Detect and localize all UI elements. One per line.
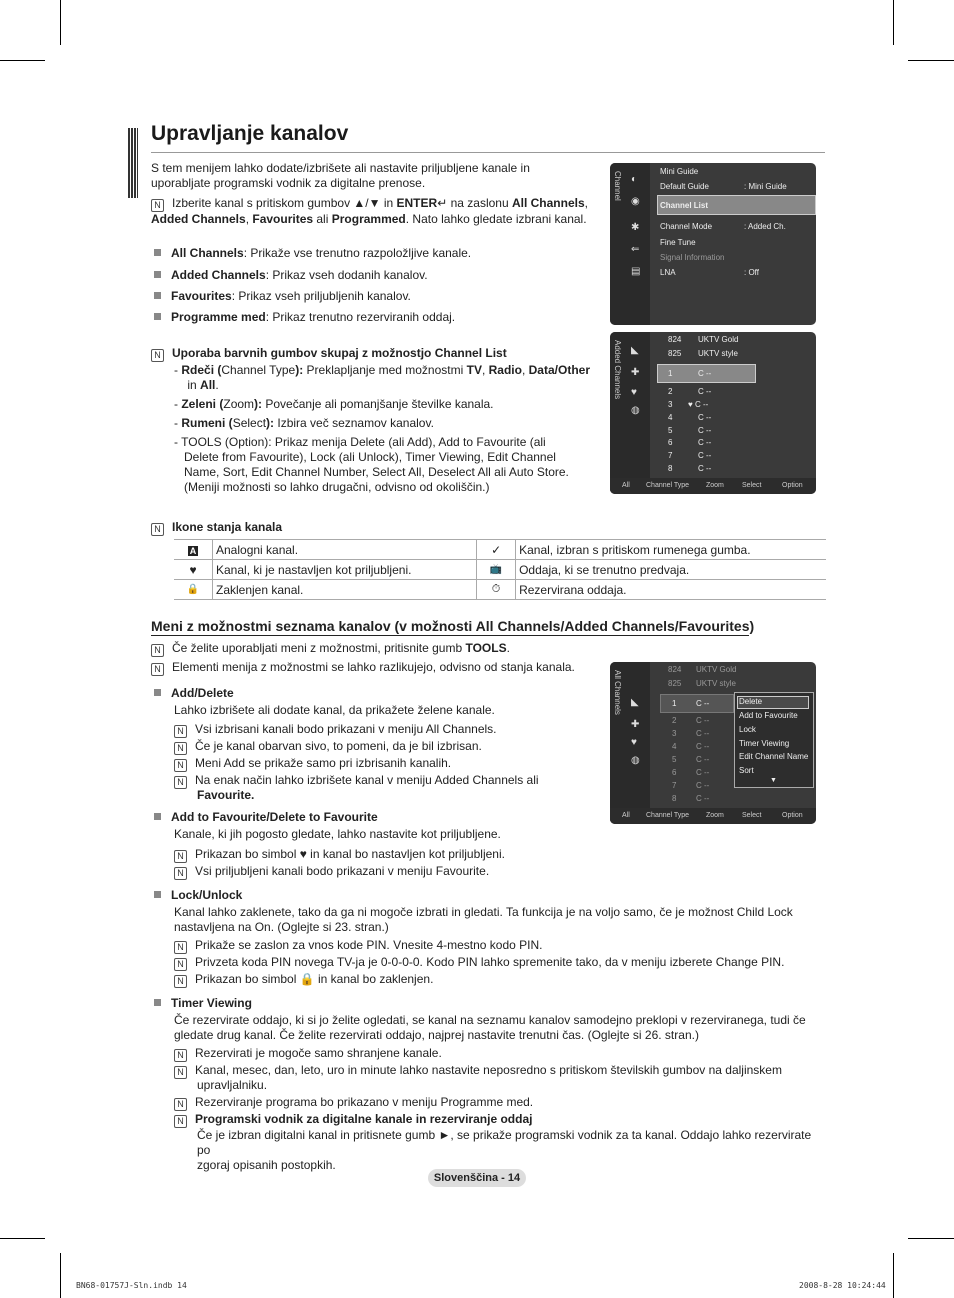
note-item: N Programski vodnik za digitalne kanale in rezerviranje oddaj — [174, 1112, 532, 1128]
tv-footer: All Channel Type Zoom Select Option — [610, 808, 816, 824]
note-icon: N — [174, 850, 187, 863]
page-number-label: Slovenščina - 14 — [428, 1169, 526, 1187]
menu-item: Default Guide — [660, 182, 709, 191]
favourite-icon: ♥ — [631, 387, 637, 398]
popup-item: Add to Favourite — [739, 711, 798, 720]
intro-text: S tem menijem lahko dodate/izbrišete ali nastavite priljubljene kanale in uporabljate programski vodnik za digitalne prenose. — [151, 161, 530, 190]
heart-icon: ♥ — [174, 560, 213, 580]
popup-item: Delete — [739, 697, 763, 706]
scroll-down-icon: ▼ — [770, 777, 777, 784]
note-item-continued: Favourite. — [197, 788, 255, 802]
list-item: All Channels: Prikaže vse trenutno razpoložljive kanale. — [154, 246, 471, 261]
note-icon: N — [174, 958, 187, 971]
note-icon: N — [151, 644, 164, 657]
bullet-icon — [154, 999, 161, 1006]
note-icon: N — [174, 1098, 187, 1111]
note-item: N Prikazan bo simbol 🔒 in kanal bo zaklenjen. — [174, 972, 433, 988]
table-row: 🔒 Zaklenjen kanal. ⏱ Rezervirana oddaja. — [174, 580, 826, 600]
analog-icon: A — [189, 545, 197, 556]
note-item: N Vsi priljubljeni kanali bodo prikazani v meniju Favourite. — [174, 864, 489, 880]
print-timestamp: 2008-8-28 10:24:44 — [799, 1281, 886, 1290]
note-icon: N — [151, 349, 164, 362]
application-icon: ▤ — [631, 266, 641, 277]
note-item: N Če je kanal obarvan sivo, to pomeni, da je bil izbrisan. — [174, 739, 482, 755]
menu-item: Fine Tune — [660, 238, 696, 247]
tv-channel-menu-screenshot — [610, 163, 816, 325]
tv-all-channels-options-screenshot: All Channels ◣ ✚ ♥ ◍ 824 UKTV Gold 825 UKTV style 1 C -- 2 C -- 3 C -- 4 C -- 5 C -- 6 C -- 7 C -- 8 C -- Delete Add to Favourite Lock Timer Viewing Edit Channel Name Sort ▼ All Channel Type Zoom Select Option — [610, 662, 816, 824]
green-button-desc: - Zeleni (Zoom): Povečanje ali pomanjšanje številke kanala. — [174, 397, 494, 411]
note-icon: N — [174, 1066, 187, 1079]
list-label: All Channels — [613, 670, 622, 715]
note-item: N Prikaže se zaslon za vnos kode PIN. Vnesite 4-mestno kodo PIN. — [174, 938, 543, 954]
note-icon: N — [151, 199, 164, 212]
menu-value: : Off — [744, 268, 759, 277]
bullet-icon — [154, 271, 161, 278]
bullet-icon — [154, 292, 161, 299]
list-label: Added Channels — [613, 340, 622, 400]
note-select-channel: N Izberite kanal s pritiskom gumbov ▲/▼ in ENTER↵ na zaslonu All Channels, Added Channels, Favourites ali Programmed. Nato lahko gledate izbrani kanal. — [151, 196, 588, 226]
menu-item: Mini Guide — [660, 167, 699, 176]
all-icon: ◣ — [631, 345, 639, 356]
menu-value: : Added Ch. — [744, 222, 786, 231]
sound-icon: ◉ — [631, 196, 640, 207]
note-icon: N — [174, 759, 187, 772]
programmed-icon: ◍ — [631, 755, 640, 766]
note-icon: N — [174, 742, 187, 755]
table-row: ♥ Kanal, ki je nastavljen kot priljubljeni. 📺 Oddaja, ki se trenutno predvaja. — [174, 560, 826, 580]
section-title-options: Meni z možnostmi seznama kanalov (v možnosti All Channels/Added Channels/Favourites) — [151, 618, 755, 634]
note-item: N Privzeta koda PIN novega TV-ja je 0-0-0-0. Kodo PIN lahko spremenite tako, da v meniju izberete Change PIN. — [174, 955, 784, 971]
check-icon: ✓ — [477, 540, 516, 560]
favourite-icon: ♥ — [631, 737, 637, 748]
add-delete-heading: Add/Delete — [154, 686, 234, 701]
tv-icon: 📺 — [477, 560, 516, 580]
note-item-continued: Če je izbran digitalni kanal in pritisnete gumb ►, se prikaže programski vodnik za ta kanal. Oddajo lahko rezervirate po zgoraj opisanih postopkih. — [197, 1128, 812, 1172]
note-icon: N — [174, 867, 187, 880]
menu-label: Channel — [613, 171, 622, 201]
bullet-icon — [154, 891, 161, 898]
note-tools: N Če želite uporabljati meni z možnostmi, pritisnite gumb TOOLS. — [151, 641, 510, 657]
timer-desc: Če rezervirate oddajo, ki si jo želite ogledati, se kanal na seznamu kanalov samodejno preklopi v rezerviranega, tudi če gledate drug kanal. Če želite rezervirati oddajo, najprej nastavite trenutni čas. (Oglejte si 26. stran.) — [174, 1013, 806, 1042]
enter-icon: ↵ — [437, 196, 448, 210]
favourite-heading: Add to Favourite/Delete to Favourite — [154, 810, 378, 825]
favourite-desc: Kanale, ki jih pogosto gledate, lahko nastavite kot priljubljene. — [174, 827, 501, 841]
added-icon: ✚ — [631, 367, 640, 378]
all-icon: ◣ — [631, 697, 639, 708]
note-icon: N — [151, 523, 164, 536]
yellow-button-desc: - Rumeni (Select): Izbira več seznamov kanalov. — [174, 416, 434, 430]
print-file-info: BN68-01757J-Sln.indb 14 — [76, 1281, 187, 1290]
tv-added-channels-screenshot: Added Channels ◣ ✚ ♥ ◍ 824 UKTV Gold 825 UKTV style 1 C -- 2 C -- 3 ♥ C -- 4 C -- 5 C -- 6 C -- 7 C -- 8 C -- All Channel Type Zoom Select Option — [610, 332, 816, 494]
page-title: Upravljanje kanalov — [151, 122, 349, 145]
popup-item: Sort — [739, 766, 754, 775]
tools-button-desc: - TOOLS (Option): Prikaz menija Delete (ali Add), Add to Favourite (ali Delete from Favourite), Lock (ali Unlock), Timer Viewing, Edit Channel Name, Sort, Edit Channel Number, Select All, Deselect All ali Auto Store. (Meniji možnosti so lahko drugačni, odvisno od okoliščin.) — [174, 435, 569, 494]
note-icon: N — [174, 776, 187, 789]
note-item-continued: upravljalniku. — [197, 1078, 268, 1092]
bullet-icon — [154, 813, 161, 820]
color-buttons-heading: N Uporaba barvnih gumbov skupaj z možnostjo Channel List — [151, 346, 507, 362]
note-icon: N — [174, 975, 187, 988]
list-item: Favourites: Prikaz vseh priljubljenih kanalov. — [154, 289, 411, 304]
menu-item-selected: Channel List — [660, 201, 709, 210]
list-item: Added Channels: Prikaz vseh dodanih kanalov. — [154, 268, 428, 283]
icons-table — [174, 539, 826, 600]
added-icon: ✚ — [631, 719, 640, 730]
picture-icon: ◐ — [631, 174, 638, 185]
note-item: N Prikazan bo simbol ♥ in kanal bo nastavljen kot priljubljeni. — [174, 847, 505, 863]
note-item: N Kanal, mesec, dan, leto, uro in minute lahko nastavite neposredno s pritiskom številskih gumbov na daljinskem — [174, 1063, 782, 1079]
note-icon: N — [174, 1115, 187, 1128]
bullet-icon — [154, 249, 161, 256]
note-options-vary: N Elementi menija z možnostmi se lahko razlikujejo, odvisno od stanja kanala. — [151, 660, 575, 676]
title-rule — [151, 152, 825, 153]
bullet-icon — [154, 313, 161, 320]
tv-footer: All Channel Type Zoom Select Option — [610, 478, 816, 494]
note-item: N Rezerviranje programa bo prikazano v meniju Programme med. — [174, 1095, 533, 1111]
title-bar-decoration — [128, 128, 138, 198]
note-icon: N — [151, 663, 164, 676]
input-icon: ⇐ — [631, 244, 640, 255]
menu-item: LNA — [660, 268, 676, 277]
timer-heading: Timer Viewing — [154, 996, 252, 1011]
menu-item: Channel Mode — [660, 222, 713, 231]
note-icon: N — [174, 1049, 187, 1062]
lock-desc: Kanal lahko zaklenete, tako da ga ni mogoče izbrati in gledati. Ta funkcija je na voljo samo, če je možnost Child Lock nastavljena na On. (Oglejte si 23. stran.) — [174, 905, 793, 934]
menu-item: Signal Information — [660, 253, 725, 262]
red-button-desc: - Rdeči (Channel Type): Preklapljanje med možnostmi TV, Radio, Data/Other in All. — [174, 363, 590, 392]
section-underline — [151, 635, 749, 636]
list-item: Programme med: Prikaz trenutno rezerviranih oddaj. — [154, 310, 455, 325]
lock-icon: 🔒 — [174, 580, 213, 600]
add-delete-desc: Lahko izbrišete ali dodate kanal, da prikažete želene kanale. — [174, 703, 495, 717]
menu-value: : Mini Guide — [744, 182, 787, 191]
note-icon: N — [174, 941, 187, 954]
note-item: N Na enak način lahko izbrišete kanal v meniju Added Channels ali — [174, 773, 539, 789]
icons-heading: N Ikone stanja kanala — [151, 520, 282, 536]
popup-item: Timer Viewing — [739, 739, 790, 748]
note-item: N Vsi izbrisani kanali bodo prikazani v meniju All Channels. — [174, 722, 497, 738]
popup-item: Lock — [739, 725, 756, 734]
popup-item: Edit Channel Name — [739, 752, 809, 761]
options-popup — [734, 692, 814, 788]
clock-icon: ⏱ — [477, 580, 516, 600]
note-item: N Rezervirati je mogoče samo shranjene kanale. — [174, 1046, 442, 1062]
bullet-icon — [154, 689, 161, 696]
setup-icon: ✱ — [631, 222, 640, 233]
table-row: A Analogni kanal. ✓ Kanal, izbran s pritiskom rumenega gumba. — [174, 540, 826, 560]
lock-heading: Lock/Unlock — [154, 888, 242, 903]
programmed-icon: ◍ — [631, 405, 640, 416]
note-icon: N — [174, 725, 187, 738]
note-item: N Meni Add se prikaže samo pri izbrisanih kanalih. — [174, 756, 451, 772]
